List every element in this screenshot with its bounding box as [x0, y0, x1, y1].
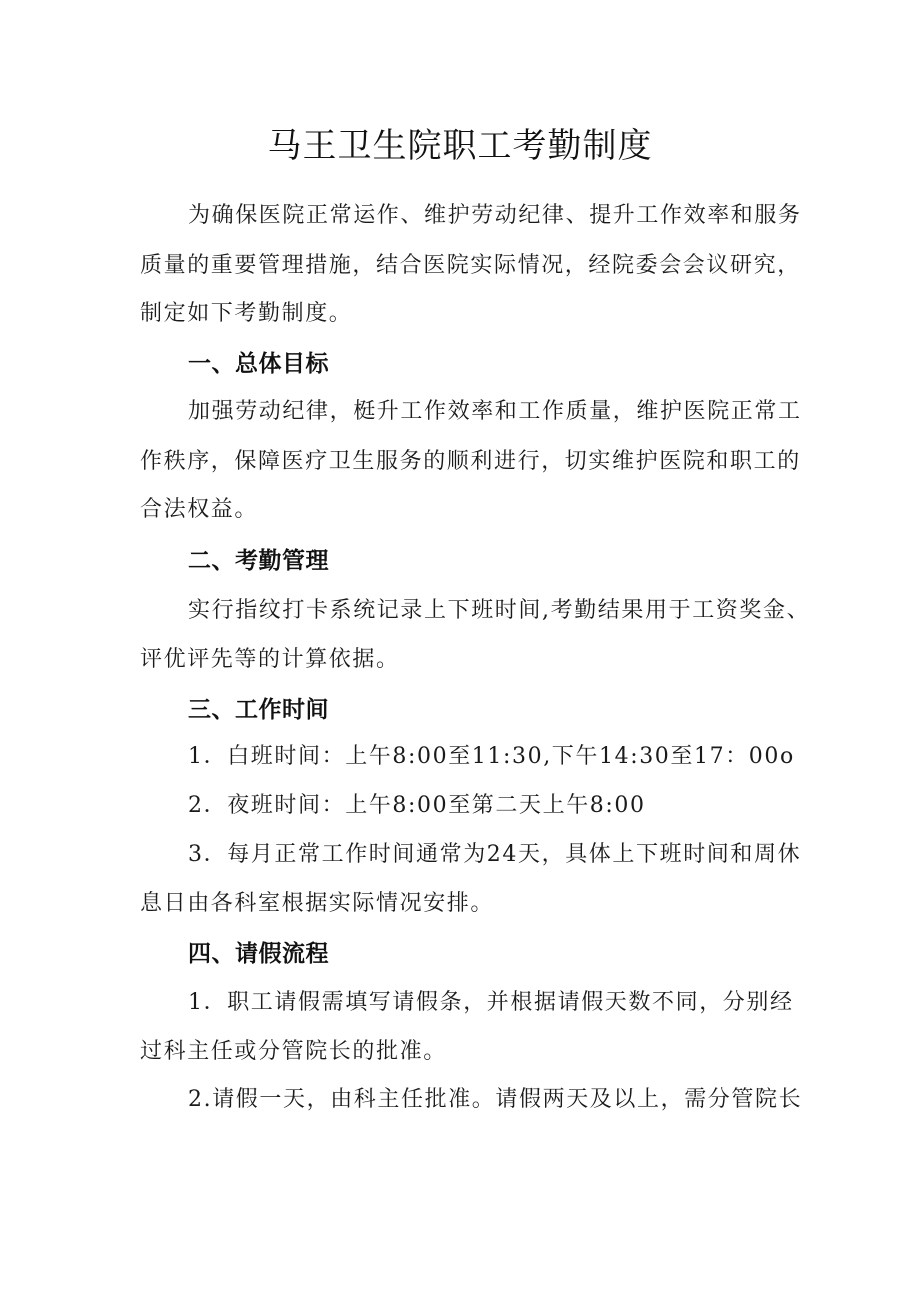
- intro-line-3: 制定如下考勤制度。: [140, 301, 353, 326]
- section-heading-hours: 三、工作时间: [188, 697, 329, 723]
- leave-line-3: 2.请假一天，由科主任批准。请假两天及以上，需分管院长: [188, 1087, 803, 1112]
- attendance-line-1: 实行指纹打卡系统记录上下班时间,考勤结果用于工资奖金、: [188, 598, 811, 623]
- leave-line-2: 过科主任或分管院长的批准。: [140, 1039, 447, 1064]
- section-heading-attendance: 二、考勤管理: [188, 548, 329, 574]
- section-heading-goals: 一、总体目标: [188, 351, 329, 377]
- hours-line-2: 2．夜班时间：上午8:00至第二天上午8:00: [188, 793, 646, 818]
- document-title: 马王卫生院职工考勤制度: [267, 126, 653, 166]
- goals-line-3: 合法权益。: [140, 497, 259, 522]
- intro-line-2: 质量的重要管理措施，结合医院实际情况，经院委会会议研究，: [140, 253, 801, 278]
- hours-line-1: 1．白班时间：上午8:00至11:30,下午14:30至17：00o: [188, 744, 795, 769]
- hours-line-4: 息日由各科室根据实际情况安排。: [140, 891, 495, 916]
- section-heading-leave: 四、请假流程: [188, 941, 329, 967]
- intro-line-1: 为确保医院正常运作、维护劳动纪律、提升工作效率和服务: [188, 203, 802, 228]
- hours-line-3: 3．每月正常工作时间通常为24天，具体上下班时间和周休: [188, 842, 802, 867]
- leave-line-1: 1．职工请假需填写请假条，并根据请假天数不同，分别经: [188, 990, 794, 1015]
- goals-line-2: 作秩序，保障医疗卫生服务的顺利进行，切实维护医院和职工的: [140, 449, 801, 474]
- goals-line-1: 加强劳动纪律，梃升工作效率和工作质量，维护医院正常工: [188, 399, 802, 424]
- attendance-line-2: 评优评先等的计算依据。: [140, 647, 400, 672]
